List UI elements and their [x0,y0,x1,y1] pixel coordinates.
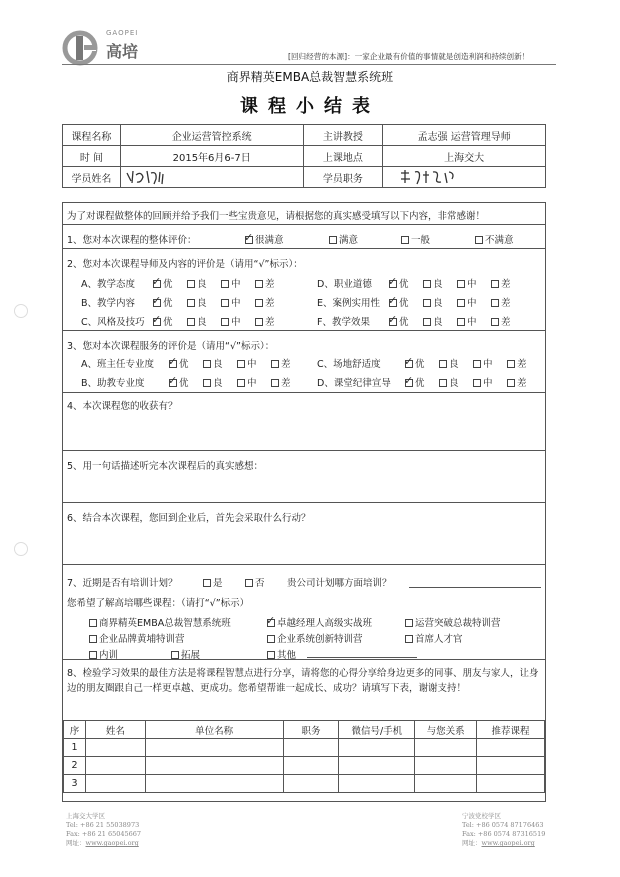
course-option-manager[interactable]: ✓ 卓越经理人高级实战班 [267,615,372,629]
q2-text: 2、您对本次课程导师及内容的评价是（请用“√”标示）： [67,259,303,270]
rating-option[interactable]: ✓ 优 [389,276,409,290]
checkbox-icon[interactable] [423,280,431,288]
logo-text: GAOPEI [106,29,139,37]
q8-section [63,660,545,801]
cell-company[interactable] [145,757,283,775]
student-name-label: 学员姓名 [63,167,121,188]
rating-option[interactable]: 差 [491,276,511,290]
checkbox-checked-icon[interactable] [405,360,413,368]
course-option-operation[interactable]: 运营突破总裁特训营 [405,615,501,629]
checkbox-icon[interactable] [203,360,211,368]
q4-text: 4、本次课程您的收获有？ [67,401,178,412]
col-header-course: 推荐课程 [477,721,545,739]
q1-text: 1、您对本次课程的整体评价： [67,235,197,246]
checkbox-icon[interactable] [221,299,229,307]
cell-relation[interactable] [415,739,477,757]
rating-item-label: A、教学态度 [81,279,135,290]
col-header-company: 单位名称 [145,721,283,739]
course-option-outdoor[interactable]: 拓展 [171,647,200,661]
referral-table [63,720,545,793]
rating-item-label: C、风格及技巧 [81,317,145,328]
checkbox-icon[interactable] [401,236,409,244]
rating-option[interactable]: 良 [187,314,207,328]
checkbox-icon[interactable] [423,299,431,307]
q7-company-plan-line[interactable] [409,587,541,588]
position-handwriting [397,167,477,187]
cell-contact[interactable] [339,757,415,775]
student-signature [123,167,183,187]
position-label: 学员职务 [303,167,383,188]
punch-hole [14,542,28,556]
checkbox-checked-icon[interactable] [153,299,161,307]
rating-option[interactable]: 良 [203,375,223,389]
cell-contact[interactable] [339,775,415,793]
checkbox-icon[interactable] [89,619,97,627]
rating-option[interactable]: 中 [237,356,257,370]
checkbox-checked-icon[interactable] [405,379,413,387]
checkbox-icon[interactable] [439,360,447,368]
checkbox-icon[interactable] [187,280,195,288]
footer-right-fax: Fax: +86 0574 87316519 [462,830,546,838]
q5-section [63,451,545,503]
rating-option[interactable]: 良 [423,276,443,290]
intro-section [63,203,545,225]
rating-option[interactable]: 差 [271,375,291,389]
rating-option[interactable]: ✓ 优 [405,375,425,389]
checkbox-icon[interactable] [473,360,481,368]
checkbox-checked-icon[interactable] [245,236,253,244]
doc-subtitle: 课程小结表 [240,96,380,117]
footer-left-fax: Fax: +86 21 65045667 [66,830,142,838]
q7-company-plan-label: 贵公司计划哪方面培训？ [287,578,392,589]
q5-text: 5、用一句话描述听完本次课程后的真实感想： [67,461,264,472]
checkbox-checked-icon[interactable] [153,318,161,326]
checkbox-icon[interactable] [423,318,431,326]
course-other-line[interactable] [307,657,417,658]
checkbox-icon[interactable] [329,236,337,244]
checkbox-icon[interactable] [221,280,229,288]
cell-name[interactable] [85,775,145,793]
cell-company[interactable] [145,739,283,757]
venue-label: 上课地点 [303,146,383,167]
checkbox-checked-icon[interactable] [389,318,397,326]
rating-option[interactable]: 良 [187,276,207,290]
rating-option[interactable]: 差 [255,295,275,309]
q3-text: 3、您对本次课程服务的评价是（请用“√”标示）： [67,341,275,352]
checkbox-icon[interactable] [405,635,413,643]
rating-option[interactable]: 良 [439,375,459,389]
checkbox-icon[interactable] [187,299,195,307]
row-index: 3 [64,775,86,793]
footer-right-web-label: 网址： [462,839,482,847]
rating-option[interactable]: 中 [221,276,241,290]
q3-section [63,331,545,393]
rating-option[interactable]: ✓ 优 [405,356,425,370]
cell-title[interactable] [283,757,339,775]
intro-text: 为了对课程做整体的回顾并给予我们一些宝贵意见，请根据您的真实感受填写以下内容，非常感谢！ [67,211,486,222]
venue-value: 上海交大 [383,146,546,167]
rating-option[interactable]: ✓ 优 [153,314,173,328]
q7-text: 7、近期是否有培训计划？ [67,578,178,589]
lecturer-label: 主讲教授 [303,125,383,146]
q1-option-very-satisfied[interactable]: ✓ 很满意 [245,232,284,246]
checkbox-icon[interactable] [267,651,275,659]
rating-item-label: B、助教专业度 [81,378,145,389]
rating-option[interactable]: 良 [187,295,207,309]
table-row [64,775,545,793]
course-option-innovation[interactable]: 企业系统创新特训营 [267,631,363,645]
footer-right [462,812,545,848]
rating-item-label: C、场地舒适度 [317,359,381,370]
rating-option[interactable]: 差 [255,276,275,290]
rating-option[interactable]: 良 [423,295,443,309]
checkbox-icon[interactable] [89,635,97,643]
q1-option-unsatisfied[interactable]: 不满意 [475,232,514,246]
rating-option[interactable]: ✓ 优 [169,375,189,389]
checkbox-icon[interactable] [271,379,279,387]
checkbox-icon[interactable] [457,280,465,288]
checkbox-icon[interactable] [255,318,263,326]
checkbox-checked-icon[interactable] [267,619,275,627]
checkbox-icon[interactable] [203,579,211,587]
footer-left-web-label: 网址： [66,839,86,847]
rating-option[interactable]: 良 [439,356,459,370]
footer-left-campus: 上海交大学区 [66,812,105,820]
checkbox-icon[interactable] [245,579,253,587]
checkbox-icon[interactable] [491,280,499,288]
checkbox-checked-icon[interactable] [169,360,177,368]
course-option-brand[interactable]: 企业品牌黄埔特训营 [89,631,185,645]
footer-right-campus: 宁波党校学区 [462,812,501,820]
rating-option[interactable]: 中 [237,375,257,389]
course-name-label: 课程名称 [63,125,121,146]
table-row [64,739,545,757]
checkbox-icon[interactable] [457,318,465,326]
rating-item-label: B、教学内容 [81,298,136,309]
checkbox-icon[interactable] [171,651,179,659]
cell-course[interactable] [477,739,545,757]
rating-option[interactable]: 良 [203,356,223,370]
time-value: 2015年6月6-7日 [120,146,303,167]
rating-option[interactable]: 中 [221,295,241,309]
rating-option[interactable]: 差 [271,356,291,370]
cell-course[interactable] [477,775,545,793]
rating-option[interactable]: 中 [457,314,477,328]
doc-title: 商界精英EMBA总裁智慧系统班 [226,70,394,84]
footer-left-tel: Tel: +86 21 55038973 [66,821,140,829]
rating-item-label: A、班主任专业度 [81,359,154,370]
footer-right-tel: Tel: +86 0574 87176463 [462,821,544,829]
rating-option[interactable]: 中 [473,356,493,370]
checkbox-checked-icon[interactable] [389,280,397,288]
q7-want-text: 您希望了解高培哪些课程：（请打“√”标示） [67,598,250,609]
header-rule [62,64,556,65]
checkbox-icon[interactable] [267,635,275,643]
course-option-inhouse[interactable]: 内训 [89,647,118,661]
rating-item-label: F、教学效果 [317,317,370,328]
checkbox-checked-icon[interactable] [153,280,161,288]
rating-option[interactable]: 中 [457,276,477,290]
table-row [64,757,545,775]
time-label: 时 间 [63,146,121,167]
q1-section [63,225,545,249]
q6-section [63,503,545,565]
rating-option[interactable]: 差 [491,295,511,309]
col-header-name: 姓名 [85,721,145,739]
rating-option[interactable]: ✓ 优 [153,295,173,309]
course-option-emba[interactable]: 商界精英EMBA总裁智慧系统班 [89,615,231,629]
rating-option[interactable]: 差 [507,356,527,370]
checkbox-icon[interactable] [255,299,263,307]
col-header-contact: 微信号/手机 [339,721,415,739]
checkbox-icon[interactable] [491,318,499,326]
rating-item-label: D、课堂纪律宣导 [317,378,391,389]
rating-item-label: E、案例实用性 [317,298,381,309]
checkbox-icon[interactable] [473,379,481,387]
course-option-other[interactable]: 其他 [267,647,296,661]
feedback-form [62,202,546,802]
q8-text: 8、检验学习效果的最佳方法是将课程智慧点进行分享，请将您的心得分享给身边更多的同事、朋友与家人，让身边的朋友圈跟自己一样更卓越、更成功。您希望帮谁一起成长、成功？请填写下表，谢谢支持！ [67,668,539,694]
lecturer-value: 孟志强 运营管理导师 [383,125,546,146]
cell-company[interactable] [145,775,283,793]
rating-option[interactable]: 中 [221,314,241,328]
cell-course[interactable] [477,757,545,775]
col-header-title: 职务 [283,721,339,739]
checkbox-icon[interactable] [439,379,447,387]
checkbox-icon[interactable] [475,236,483,244]
checkbox-icon[interactable] [271,360,279,368]
slogan: [回归经营的本源]：一家企业最有价值的事情就是创造利润和持续创新！ [288,52,530,61]
checkbox-icon[interactable] [237,379,245,387]
q7-yes-option[interactable]: 是 [203,575,223,589]
cell-contact[interactable] [339,739,415,757]
cell-relation[interactable] [415,775,477,793]
checkbox-icon[interactable] [405,619,413,627]
q2-section [63,249,545,331]
logo-cn: 高培 [106,42,139,61]
checkbox-icon[interactable] [491,299,499,307]
cell-name[interactable] [85,757,145,775]
rating-option[interactable]: ✓ 优 [153,276,173,290]
q4-section [63,393,545,451]
rating-option[interactable]: 良 [423,314,443,328]
checkbox-icon[interactable] [457,299,465,307]
rating-option[interactable]: 差 [507,375,527,389]
rating-option[interactable]: 差 [491,314,511,328]
checkbox-icon[interactable] [221,318,229,326]
course-name-value: 企业运营管控系统 [120,125,303,146]
checkbox-icon[interactable] [255,280,263,288]
student-name-field[interactable] [120,167,303,188]
checkbox-icon[interactable] [237,360,245,368]
footer-left [66,812,141,848]
col-header-relation: 与您关系 [415,721,477,739]
checkbox-checked-icon[interactable] [169,379,177,387]
cell-title[interactable] [283,775,339,793]
rating-option[interactable]: 差 [255,314,275,328]
rating-option[interactable]: ✓ 优 [169,356,189,370]
row-index: 1 [64,739,86,757]
checkbox-checked-icon[interactable] [389,299,397,307]
cell-name[interactable] [85,739,145,757]
q7-section [63,565,545,660]
q1-option-average[interactable]: 一般 [401,232,430,246]
checkbox-icon[interactable] [89,651,97,659]
checkbox-icon[interactable] [507,360,515,368]
course-info-table [62,124,546,188]
rating-option[interactable]: ✓ 优 [389,295,409,309]
course-option-cto[interactable]: 首席人才官 [405,631,463,645]
rating-option[interactable]: ✓ 优 [389,314,409,328]
punch-hole [14,304,28,318]
footer-left-web-link[interactable]: www.gaopei.org [85,839,139,847]
q1-option-satisfied[interactable]: 满意 [329,232,358,246]
q7-no-option[interactable]: 否 [245,575,265,589]
q6-text: 6、结合本次课程，您回到企业后，首先会采取什么行动？ [67,513,311,524]
cell-title[interactable] [283,739,339,757]
cell-relation[interactable] [415,757,477,775]
rating-option[interactable]: 中 [457,295,477,309]
rating-option[interactable]: 中 [473,375,493,389]
footer-right-web-link[interactable]: www.gaopei.org [481,839,535,847]
col-header-index: 序 [64,721,86,739]
row-index: 2 [64,757,86,775]
checkbox-icon[interactable] [203,379,211,387]
position-field[interactable] [383,167,546,188]
rating-item-label: D、职业道德 [317,279,372,290]
checkbox-icon[interactable] [507,379,515,387]
checkbox-icon[interactable] [187,318,195,326]
